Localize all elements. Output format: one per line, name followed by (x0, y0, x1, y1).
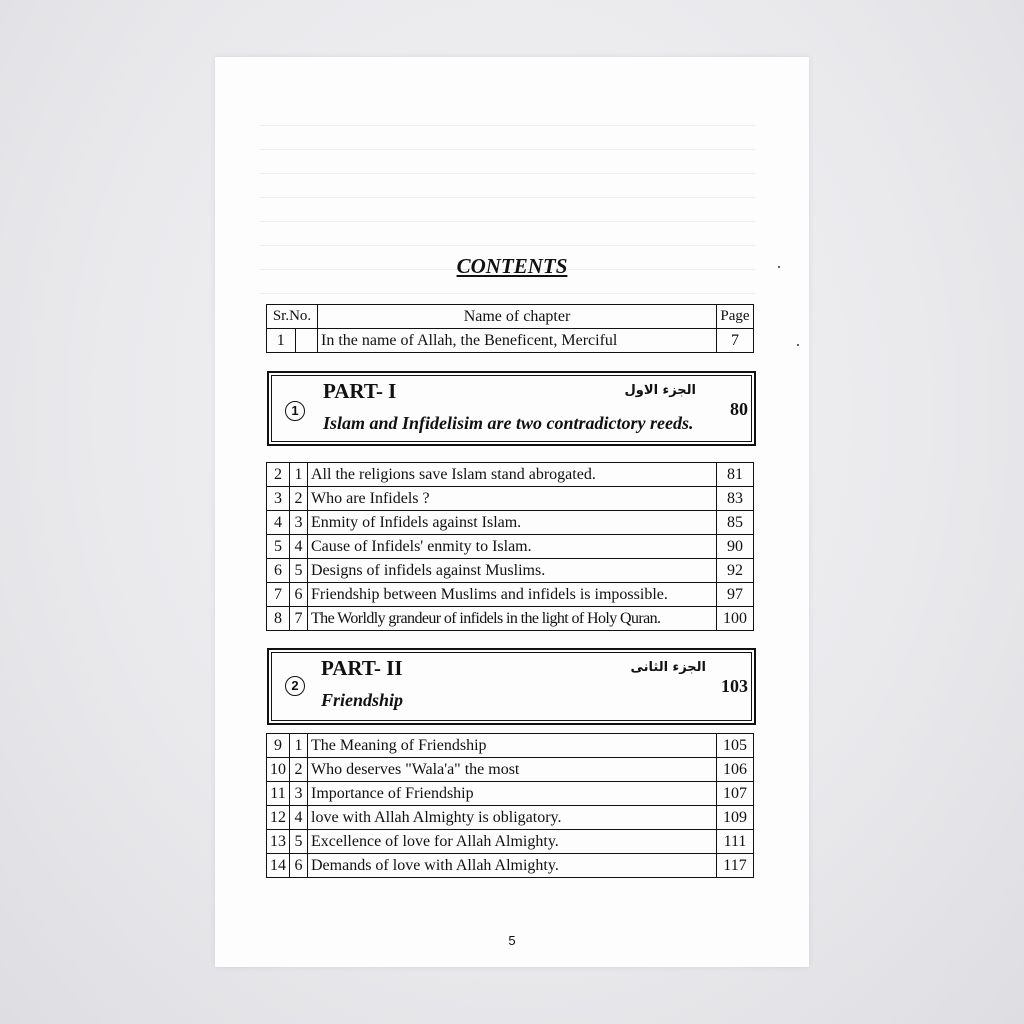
speck (797, 344, 799, 346)
row-page: 107 (717, 782, 754, 806)
row-sr: 13 (267, 830, 290, 854)
table-row[interactable] (267, 583, 754, 607)
part-title: PART- II (321, 656, 403, 680)
row-page: 7 (717, 329, 754, 353)
row-sub: 1 (290, 734, 308, 758)
row-sub: 3 (290, 511, 308, 535)
part-1-box[interactable] (267, 371, 756, 446)
row-sub: 4 (290, 535, 308, 559)
row-chapter-name: Who deserves "Wala'a" the most (308, 758, 717, 782)
row-sr: 1 (267, 329, 296, 353)
row-sub (295, 329, 317, 353)
row-chapter-name: All the religions save Islam stand abrogated. (308, 463, 717, 487)
row-page: 111 (717, 830, 754, 854)
part-2-box[interactable] (267, 648, 756, 725)
row-sr: 7 (267, 583, 290, 607)
row-page: 109 (717, 806, 754, 830)
table-row[interactable] (267, 487, 754, 511)
part-arabic-title: الجزء الاول (624, 383, 696, 398)
part-number-circle: 1 (285, 401, 305, 421)
row-page: 83 (717, 487, 754, 511)
part-subtitle: Friendship (321, 690, 404, 710)
table-row[interactable] (267, 758, 754, 782)
page-header: Page (717, 305, 754, 329)
row-sub: 1 (290, 463, 308, 487)
row-sr: 14 (267, 854, 290, 878)
row-sub: 6 (290, 854, 308, 878)
row-chapter-name: The Meaning of Friendship (308, 734, 717, 758)
row-sub: 7 (290, 607, 308, 631)
page-number: 5 (508, 933, 516, 948)
row-sub: 5 (290, 830, 308, 854)
row-sub: 5 (290, 559, 308, 583)
toc-header-table (266, 304, 754, 353)
row-sr: 8 (267, 607, 290, 631)
row-chapter-name: Enmity of Infidels against Islam. (308, 511, 717, 535)
row-chapter-name: Excellence of love for Allah Almighty. (308, 830, 717, 854)
row-page: 92 (717, 559, 754, 583)
row-page: 81 (717, 463, 754, 487)
contents-title: CONTENTS (456, 254, 568, 278)
part-page: 103 (721, 676, 748, 696)
row-chapter-name: love with Allah Almighty is obligatory. (308, 806, 717, 830)
row-sr: 11 (267, 782, 290, 806)
row-page: 106 (717, 758, 754, 782)
table-row[interactable] (267, 463, 754, 487)
table-header-row (267, 305, 754, 329)
row-page: 117 (717, 854, 754, 878)
table-row[interactable] (267, 329, 754, 353)
part-title: PART- I (323, 379, 397, 403)
row-chapter-name: Cause of Infidels' enmity to Islam. (308, 535, 717, 559)
row-sub: 3 (290, 782, 308, 806)
book-page (215, 57, 809, 967)
row-sr: 4 (267, 511, 290, 535)
row-sub: 4 (290, 806, 308, 830)
row-chapter-name: Importance of Friendship (308, 782, 717, 806)
row-chapter-name: Friendship between Muslims and infidels is impossible. (308, 583, 717, 607)
row-sr: 6 (267, 559, 290, 583)
row-page: 90 (717, 535, 754, 559)
table-row[interactable] (267, 607, 754, 631)
row-sr: 3 (267, 487, 290, 511)
row-page: 85 (717, 511, 754, 535)
row-chapter-name: Who are Infidels ? (308, 487, 717, 511)
part-1-table (266, 462, 754, 631)
row-chapter-name: In the name of Allah, the Beneficent, Merciful (318, 329, 717, 353)
table-row[interactable] (267, 830, 754, 854)
table-row[interactable] (267, 559, 754, 583)
row-sr: 5 (267, 535, 290, 559)
row-chapter-name: The Worldly grandeur of infidels in the light of Holy Quran. (308, 607, 717, 631)
row-page: 97 (717, 583, 754, 607)
table-row[interactable] (267, 734, 754, 758)
part-arabic-title: الجزء الثانى (630, 660, 706, 675)
row-chapter-name: Designs of infidels against Muslims. (308, 559, 717, 583)
table-row[interactable] (267, 535, 754, 559)
row-sub: 2 (290, 758, 308, 782)
row-sub: 2 (290, 487, 308, 511)
table-row[interactable] (267, 511, 754, 535)
part-number-circle: 2 (285, 676, 305, 696)
table-row[interactable] (267, 782, 754, 806)
table-row[interactable] (267, 854, 754, 878)
row-sub: 6 (290, 583, 308, 607)
part-2-table (266, 733, 754, 878)
row-sr: 9 (267, 734, 290, 758)
part-subtitle: Islam and Infidelisim are two contradictory reeds. (323, 413, 694, 433)
row-page: 105 (717, 734, 754, 758)
row-sr: 2 (267, 463, 290, 487)
part-page: 80 (730, 399, 748, 419)
row-sr: 10 (267, 758, 290, 782)
row-chapter-name: Demands of love with Allah Almighty. (308, 854, 717, 878)
row-page: 100 (717, 607, 754, 631)
table-row[interactable] (267, 806, 754, 830)
row-sr: 12 (267, 806, 290, 830)
sr-no-header: Sr.No. (267, 305, 318, 329)
chapter-name-header: Name of chapter (318, 305, 717, 329)
